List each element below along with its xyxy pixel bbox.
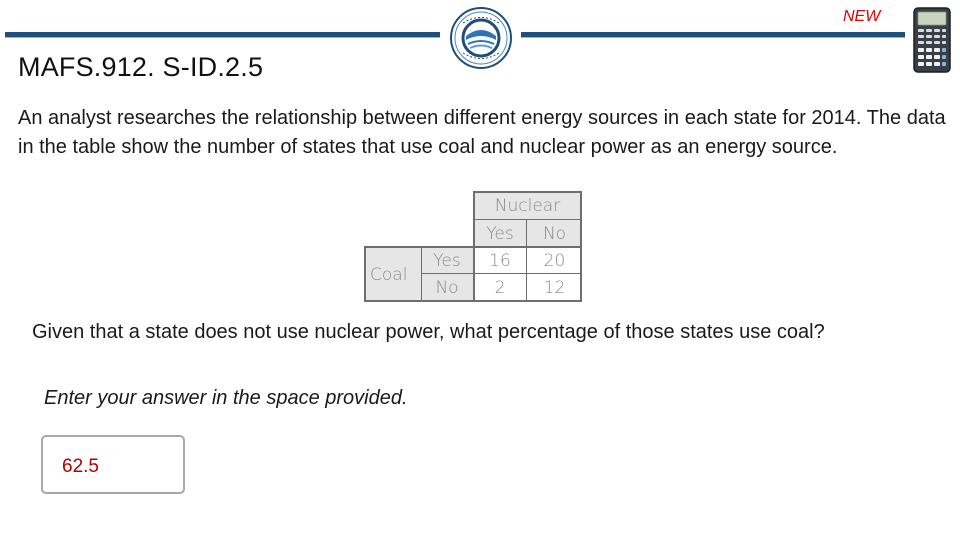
table-border [473, 191, 582, 193]
row-header-no: No [421, 274, 473, 302]
table-cell: 12 [527, 274, 582, 302]
answer-input[interactable] [41, 435, 185, 494]
new-badge: NEW [843, 8, 881, 25]
table-border [364, 300, 582, 302]
column-header-no: No [527, 220, 582, 247]
table-border [364, 246, 582, 248]
table-border [526, 220, 527, 302]
column-group-header: Nuclear [473, 191, 582, 220]
school-district-seal-icon [446, 6, 516, 70]
question-text: Given that a state does not use nuclear power, what percentage of those states use coal? [32, 321, 825, 343]
page-title: MAFS.912. S-ID.2.5 [18, 52, 264, 82]
table-cell: 20 [527, 247, 582, 274]
table-cell: 2 [473, 274, 527, 302]
header-divider-left [5, 32, 440, 38]
table-border [364, 246, 366, 302]
table-border [421, 246, 422, 302]
two-way-table [364, 191, 582, 302]
header-divider-right [521, 32, 905, 38]
answer-instruction: Enter your answer in the space provided. [44, 387, 408, 409]
row-group-header: Coal [364, 247, 421, 302]
table-border [473, 219, 582, 220]
table-border [421, 273, 582, 274]
scientific-calculator-icon[interactable] [912, 6, 952, 74]
row-header-yes: Yes [421, 247, 473, 274]
answer-value: 62.5 [62, 456, 99, 477]
table-cell: 16 [473, 247, 527, 274]
column-header-yes: Yes [473, 220, 527, 247]
problem-statement: An analyst researches the relationship between different energy sources in each state for 2014. The data in the table show the number of states that use coal and nuclear power as an energy source. [18, 107, 946, 158]
